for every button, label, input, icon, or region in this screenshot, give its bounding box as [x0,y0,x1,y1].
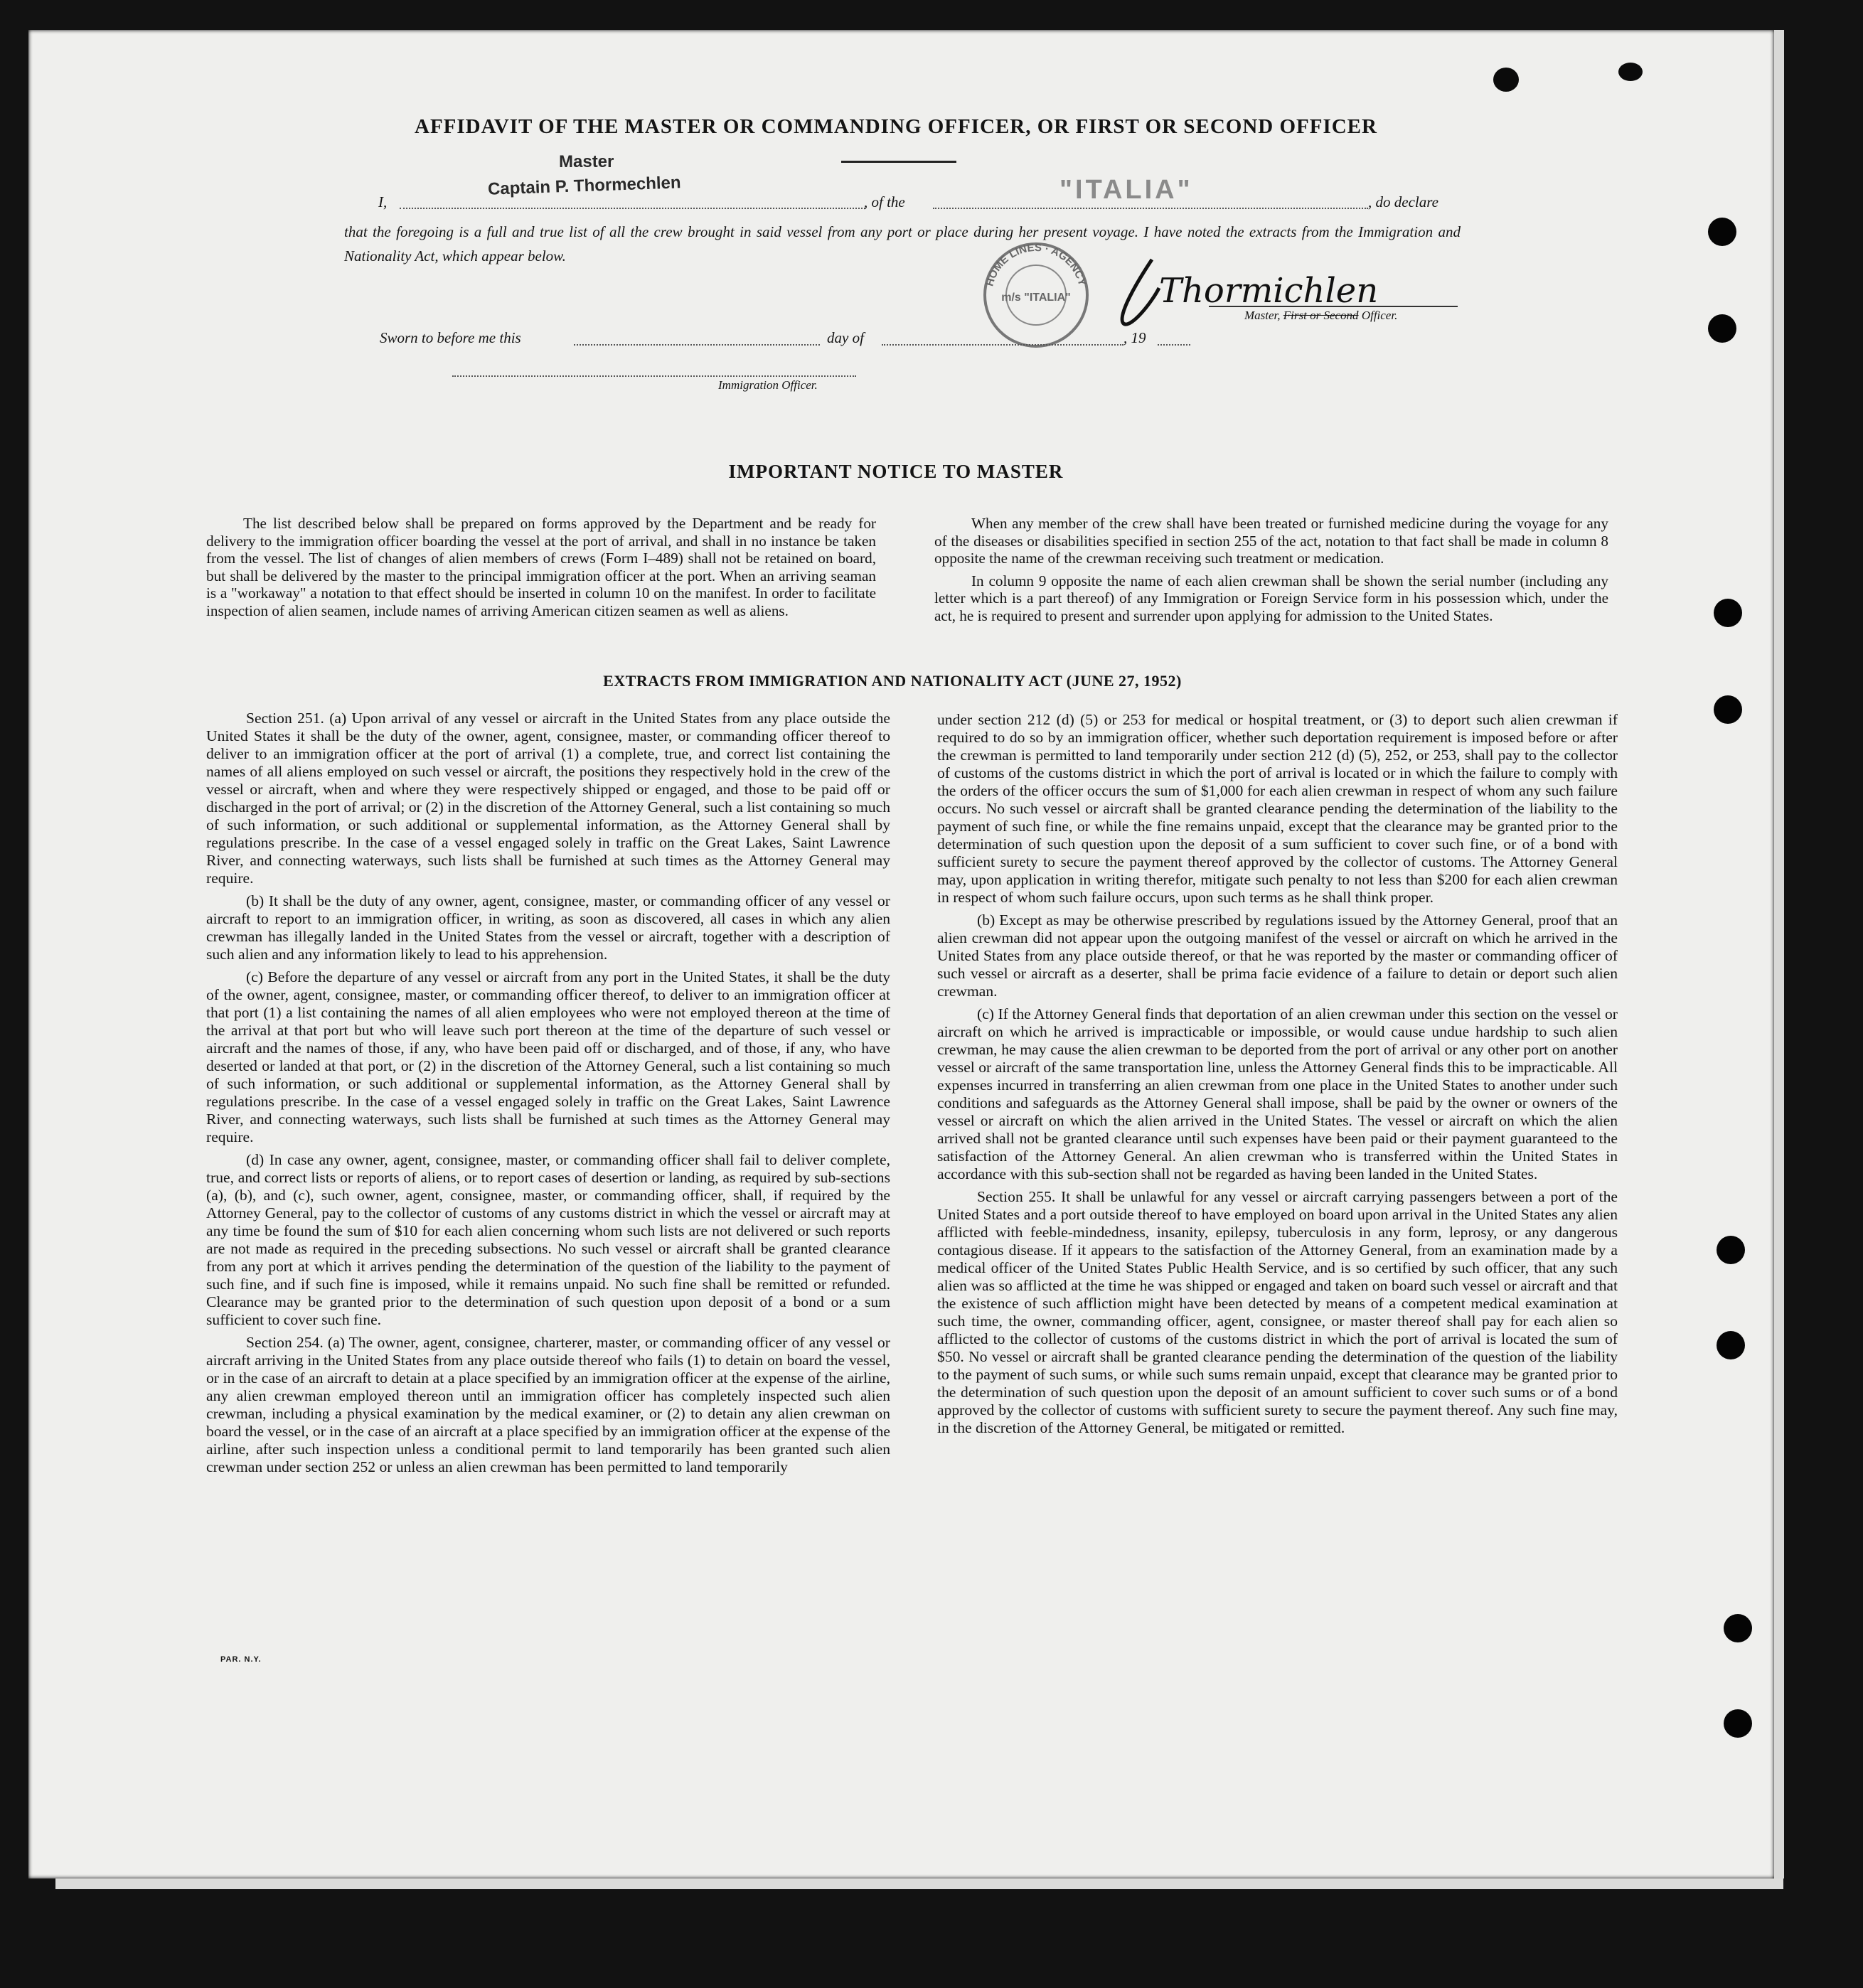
signer-caption-prefix: Master, [1244,309,1283,322]
binder-hole [1708,314,1736,343]
extracts-left-column [206,710,890,1481]
day-of-label: day of [827,329,864,346]
master-stamp: Master [559,152,614,171]
section-254a-continued: under section 212 (d) (5) or 253 for medical or hospital treatment, or (3) to deport such alien crewman if required to do so by an immigration officer, whether such deportation requirement is imposed before or after the crewman is permitted to land temporarily under section 212 (d) (5), 252, or 253, shall pay to the collector of customs of the customs district in which the port of arrival is located or in which the failure to comply with the orders of the officer occurs the sum of $1,000 for each alien crewman in respect of whom any such failure occurs. No such vessel or aircraft shall be granted clearance pending the determination of the liability to the payment of such fine, or while the fine remains unpaid, except that the clearance may be granted prior to the determination of such question upon the deposit of a sum sufficient to cover such fine, or of a bond with sufficient surety to secure the payment thereof approved by the collector of customs. The Attorney General may, upon application in writing therefor, mitigate such penalty to not less than $200 for each alien crewman in respect of whom such failure occurs, upon such terms as he shall think proper. [937,711,1618,906]
declaration-text: that the foregoing is a full and true list of all the crew brought in said vessel from any port or place during her present voyage. I have noted the extracts from the Immigration and Nationality Act, which appear below. [344,223,1461,264]
section-251b: (b) It shall be the duty of any owner, agent, consignee, master, or commanding officer of any vessel or aircraft to report to an immigration officer, in writing, as soon as discovered, all cases in which any alien crewman has illegally landed in the United States from the vessel or aircraft, together with a description of such alien and any information likely to lead to his apprehension. [206,892,890,963]
of-the-label: , of the [864,193,905,210]
name-field-line [400,208,865,209]
ship-name-stamp: "ITALIA" [1059,175,1193,205]
section-254b: (b) Except as may be otherwise prescribed by regulations issued by the Attorney General, proof that an alien crewman did not appear upon the outgoing manifest of the vessel or aircraft on which he arrived in the United States from any place outside thereof, or that he was reported by the master or commanding officer of such vessel or aircraft as a deserter, shall be prima facie evidence of a failure to detain or deport such alien crewman. [937,912,1618,1000]
sworn-month-line [882,344,1123,346]
section-251c: (c) Before the departure of any vessel or aircraft from any port in the United States, it shall be the duty of the owner, agent, consignee, master, or commanding officer thereof, to deliver to an immigration officer at that port (1) a list containing the names of all alien employees who were not employed thereon at the time of the arrival at that port but who will leave such port thereon at the time of the departure of such vessel or aircraft and the names of those, if any, who have been paid off or discharged, and of those, if any, who have deserted or landed at that port, or (2) in the discretion of the Attorney General, such a list containing so much of such information, or such additional or supplemental information, as the Attorney General shall by regulations prescribe. In the case of a vessel engaged solely in traffic on the Great Lakes, Saint Lawrence River, and connecting waterways, such lists shall be furnished at such times as the Attorney General may require. [206,968,890,1145]
signer-caption-struck: First or Second [1283,309,1359,322]
seal-text-center: m/s "ITALIA" [1001,292,1071,304]
page-edge-bottom [55,1879,1783,1889]
binder-hole [1724,1614,1752,1642]
seal-text-top: HOME LINES · AGENCY [983,241,1089,288]
sworn-date-line [574,344,820,346]
title-rule [841,161,956,163]
binder-hole [1714,695,1742,724]
notice-paragraph: In column 9 opposite the name of each alien crewman shall be shown the serial number (including any letter which is a part thereof) of any Immigration or Foreign Service form in his possession which, under the act, he is required to present and surrender upon applying for admission to the United States. [934,572,1608,624]
section-254a: Section 254. (a) The owner, agent, consignee, charterer, master, or commanding officer of any vessel or aircraft arriving in the United States from any place outside thereof who fails (1) to detain on board the vessel, or in the case of an aircraft to detain at a place specified by an immigration officer at the expense of the airline, any alien crewman employed thereon until an immigration officer has completely inspected such alien crewman, including a physical examination by the medical examiner, or (2) to detain any alien crewman on board the vessel, or in the case of an aircraft at a place specified by an immigration officer at the expense of the airline, after such inspection unless a conditional permit to land temporarily has been granted such alien crewman under section 252 or unless an alien crewman has been permitted to land temporarily [206,1334,890,1475]
notice-left-column [206,515,876,624]
signature-text: Thormichlen [1159,271,1379,311]
notice-right-column [934,515,1608,629]
signature-line [1209,306,1458,307]
signer-caption-suffix: Officer. [1358,309,1398,322]
sworn-label: Sworn to before me this [380,329,521,346]
binder-hole [1717,1331,1745,1359]
notice-title: IMPORTANT NOTICE TO MASTER [728,461,1064,482]
binder-hole [1714,599,1742,627]
officer-signature-line [452,375,856,377]
section-251d: (d) In case any owner, agent, consignee, master, or commanding officer shall fail to deliver complete, true, and correct lists or reports of aliens, or to report cases of desertion or landing, as required by sub-sections (a), (b), and (c), such owner, agent, consignee, master, or commanding officer, shall, if required by the Attorney General, pay to the collector of customs of any customs district in which the vessel or aircraft may at any time be found the sum of $10 for each alien concerning whom such lists are not delivered or such reports are not made as required in the preceding subsections. No such vessel or aircraft shall be granted clearance from any port at which it arrives pending the determination of the question of the liability to the payment of such fine, and if such fine is imposed, while it remains unpaid. No such fine shall be remitted or refunded. Clearance may be granted prior to the determination of such question upon deposit of a bond or a sum sufficient to cover such fine. [206,1151,890,1328]
binder-hole [1708,218,1736,246]
ink-blot [1618,63,1643,81]
do-declare-label: , do declare [1368,193,1438,210]
binder-hole [1724,1709,1752,1738]
i-label: I, [378,193,388,210]
page-edge-right [1774,30,1784,1879]
section-254c: (c) If the Attorney General finds that deportation of an alien crewman under this section on the vessel or aircraft on which he arrived is impracticable or impossible, or would cause undue hardship to such alien crewman, he may cause the alien crewman to be deported from the port of arrival or any other port on another vessel or aircraft of the same transportation line, unless the Attorney General finds this to be impracticable. All expenses incurred in transferring an alien crewman from one place in the United States to another under such conditions and safeguards as the Attorney General shall impose, shall be paid by the owner or owners of the vessel or aircraft on which the alien arrived in the United States. The vessel or aircraft on which the alien arrived shall not be granted clearance until such expenses have been paid or their payment guaranteed to the satisfaction of the Attorney General. An alien crewman who is transferred within the United States in accordance with this sub-section shall not be regarded as having been landed in the United States. [937,1005,1618,1182]
extracts-title: EXTRACTS FROM IMMIGRATION AND NATIONALITY ACT (JUNE 27, 1952) [603,672,1182,690]
ink-blot [1493,68,1519,92]
section-251a: Section 251. (a) Upon arrival of any vessel or aircraft in the United States from any place outside the United States it shall be the duty of the owner, agent, consignee, master, or commanding officer thereof to deliver to an immigration officer at the port of arrival (1) a complete, true, and correct list containing the names of all aliens employed on such vessel or aircraft, the positions they respectively hold in the crew of the vessel or aircraft, when and where they were respectively shipped or engaged, and those to be paid off or discharged in the port of arrival; or (2) in the discretion of the Attorney General, such a list containing so much of such information, or such additional or supplemental information, as the Attorney General shall by regulations prescribe. In the case of a vessel engaged solely in traffic on the Great Lakes, Saint Lawrence River, and connecting waterways, such lists shall be furnished at such times as the Attorney General may require. [206,710,890,887]
sworn-year-line [1158,344,1190,346]
notice-paragraph: When any member of the crew shall have been treated or furnished medicine during the voyage for any of the diseases or disabilities specified in section 255 of the act, notation to that fact shall be made in column 8 opposite the name of the crewman receiving such treatment or medication. [934,515,1608,567]
agency-seal [971,238,1102,352]
captain-name-stamp: Captain P. Thormechlen [487,173,681,199]
signer-caption [1244,309,1397,323]
binder-hole [1717,1236,1745,1264]
year-label: , 19 [1123,329,1146,346]
section-255: Section 255. It shall be unlawful for any vessel or aircraft carrying passengers between a port of the United States and a port outside thereof to have employed on board upon arrival in the United States any alien afflicted with feeble-mindedness, insanity, epilepsy, tuberculosis in any form, leprosy, or any dangerous contagious disease. If it appears to the satisfaction of the Attorney General, from an examination made by a medical officer of the United States Public Health Service, and is so certified by such officer, that any such alien was so afflicted at the time he was shipped or engaged and taken on board such vessel or aircraft and that the existence of such affliction might have been detected by means of a competent medical examination at such time, the owner, commanding officer, agent, consignee, or master thereof shall pay for each alien so afflicted to the collector of customs of the customs district in which the port of arrival is located the sum of $50. No vessel or aircraft shall be granted clearance pending the determination of the question of the liability to the payment of such sums, or while such sums remain unpaid, except that clearance may be granted prior to the determination of such question upon the deposit of an amount sufficient to cover such sums or of a bond approved by the collector of customs with sufficient surety to secure the payment thereof. Any such fine may, in the discretion of the Attorney General, be mitigated or remitted. [937,1188,1618,1436]
affidavit-title: AFFIDAVIT OF THE MASTER OR COMMANDING OFFICER, OR FIRST OR SECOND OFFICER [415,115,1377,138]
immigration-officer-label: Immigration Officer. [718,378,818,392]
extracts-right-column [937,711,1618,1442]
notice-paragraph: The list described below shall be prepared on forms approved by the Department and be ready for delivery to the immigration officer boarding the vessel at the port of arrival, and shall in no instance be taken from the vessel. The list of changes of alien members of crews (Form I–489) shall not be retained on board, but shall be delivered by the master to the principal immigration officer at the port. When an arriving seaman is a "workaway" a notation to that effect should be inserted in column 10 on the manifest. In order to facilitate inspection of alien seamen, include names of arriving American citizen seamen as well as aliens. [206,515,876,619]
vessel-field-line [933,208,1368,209]
printer-mark: PAR. N.Y. [220,1655,262,1664]
